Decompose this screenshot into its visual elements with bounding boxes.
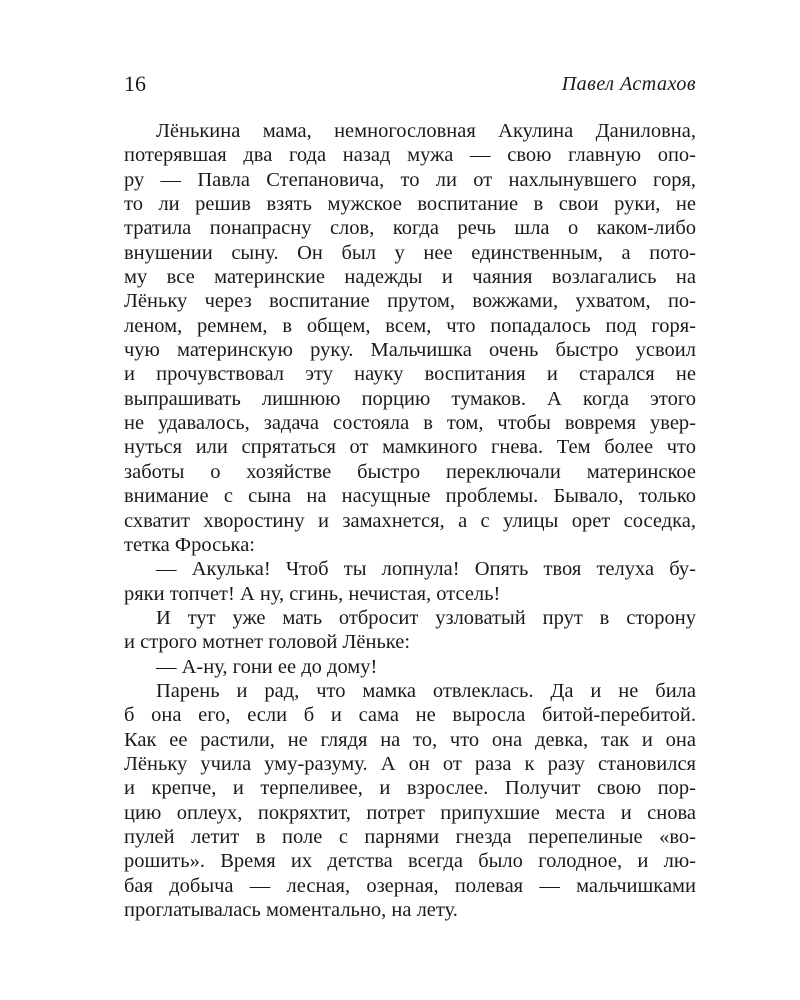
- text-line: тетка Фроська:: [124, 533, 255, 556]
- running-head-author: Павел Астахов: [561, 73, 696, 95]
- text-line: не удавалось, задача состояла в том, чтобы вовремя увер-: [124, 412, 696, 435]
- text-line: схватит хворостину и замахнется, а с улицы орет соседка,: [124, 509, 696, 532]
- text-line: Лёньку через воспитание прутом, вожжами, ухватом, по-: [124, 290, 696, 313]
- text-line: внимание с сына на насущные проблемы. Бывало, только: [124, 485, 696, 508]
- body-text: [124, 119, 696, 922]
- text-line: пулей летит в поле с парнями гнезда перепелиные «во-: [124, 825, 696, 848]
- text-line: Парень и рад, что мамка отвлеклась. Да и не била: [156, 679, 696, 702]
- text-line: Лёнькина мама, немногословная Акулина Даниловна,: [156, 120, 696, 142]
- text-line: нуться или спрятаться от мамкиного гнева. Тем более что: [124, 436, 696, 459]
- text-line: бая добыча — лесная, озерная, полевая — мальчишками: [124, 874, 696, 897]
- text-line: тратила понапрасну слов, когда речь шла о каком-либо: [124, 217, 696, 240]
- text-line: чую материнскую руку. Мальчишка очень быстро усвоил: [124, 339, 696, 362]
- text-line: и строго мотнет головой Лёньке:: [124, 631, 411, 654]
- text-line: и прочувствовал эту науку воспитания и старался не: [124, 363, 696, 386]
- text-line: леном, ремнем, в общем, всем, что попадалось под горя-: [124, 314, 696, 337]
- text-line: проглатывалась моментально, на лету.: [124, 899, 458, 921]
- text-line: му все материнские надежды и чаяния возлагались на: [124, 266, 696, 289]
- text-line: И тут уже мать отбросит узловатый прут в сторону: [156, 606, 696, 629]
- text-line: — Акулька! Чтоб ты лопнула! Опять твоя телуха бу-: [156, 558, 696, 581]
- text-line: Как ее растили, не глядя на то, что она девка, так и она: [124, 728, 696, 751]
- text-line: цию оплеух, покряхтит, потрет припухшие места и снова: [124, 801, 696, 824]
- text-line: Лёньку учила уму-разуму. А он от раза к разу становился: [124, 752, 696, 775]
- text-line: заботы о хозяйстве быстро переключали материнское: [124, 460, 696, 483]
- text-line: внушении сыну. Он был у нее единственным, а пото-: [124, 241, 696, 264]
- text-line: рошить». Время их детства всегда было голодное, и лю-: [124, 850, 696, 873]
- page-number: 16: [124, 71, 146, 96]
- text-line: то ли решив взять мужское воспитание в свои руки, не: [124, 193, 696, 216]
- text-line: — А-ну, гони ее до дому!: [156, 655, 378, 678]
- text-line: ру — Павла Степановича, то ли от нахлынувшего горя,: [124, 168, 696, 191]
- text-line: потерявшая два года назад мужа — свою главную опо-: [124, 144, 696, 167]
- text-line: и крепче, и терпеливее, и взрослее. Получит свою пор-: [124, 777, 696, 800]
- text-line: ряки топчет! А ну, сгинь, нечистая, отсель!: [124, 582, 501, 605]
- text-line: б она его, если б и сама не выросла битой-перебитой.: [124, 704, 696, 727]
- text-line: выпрашивать лишнюю порцию тумаков. А когда этого: [124, 387, 696, 410]
- running-head: [124, 70, 696, 100]
